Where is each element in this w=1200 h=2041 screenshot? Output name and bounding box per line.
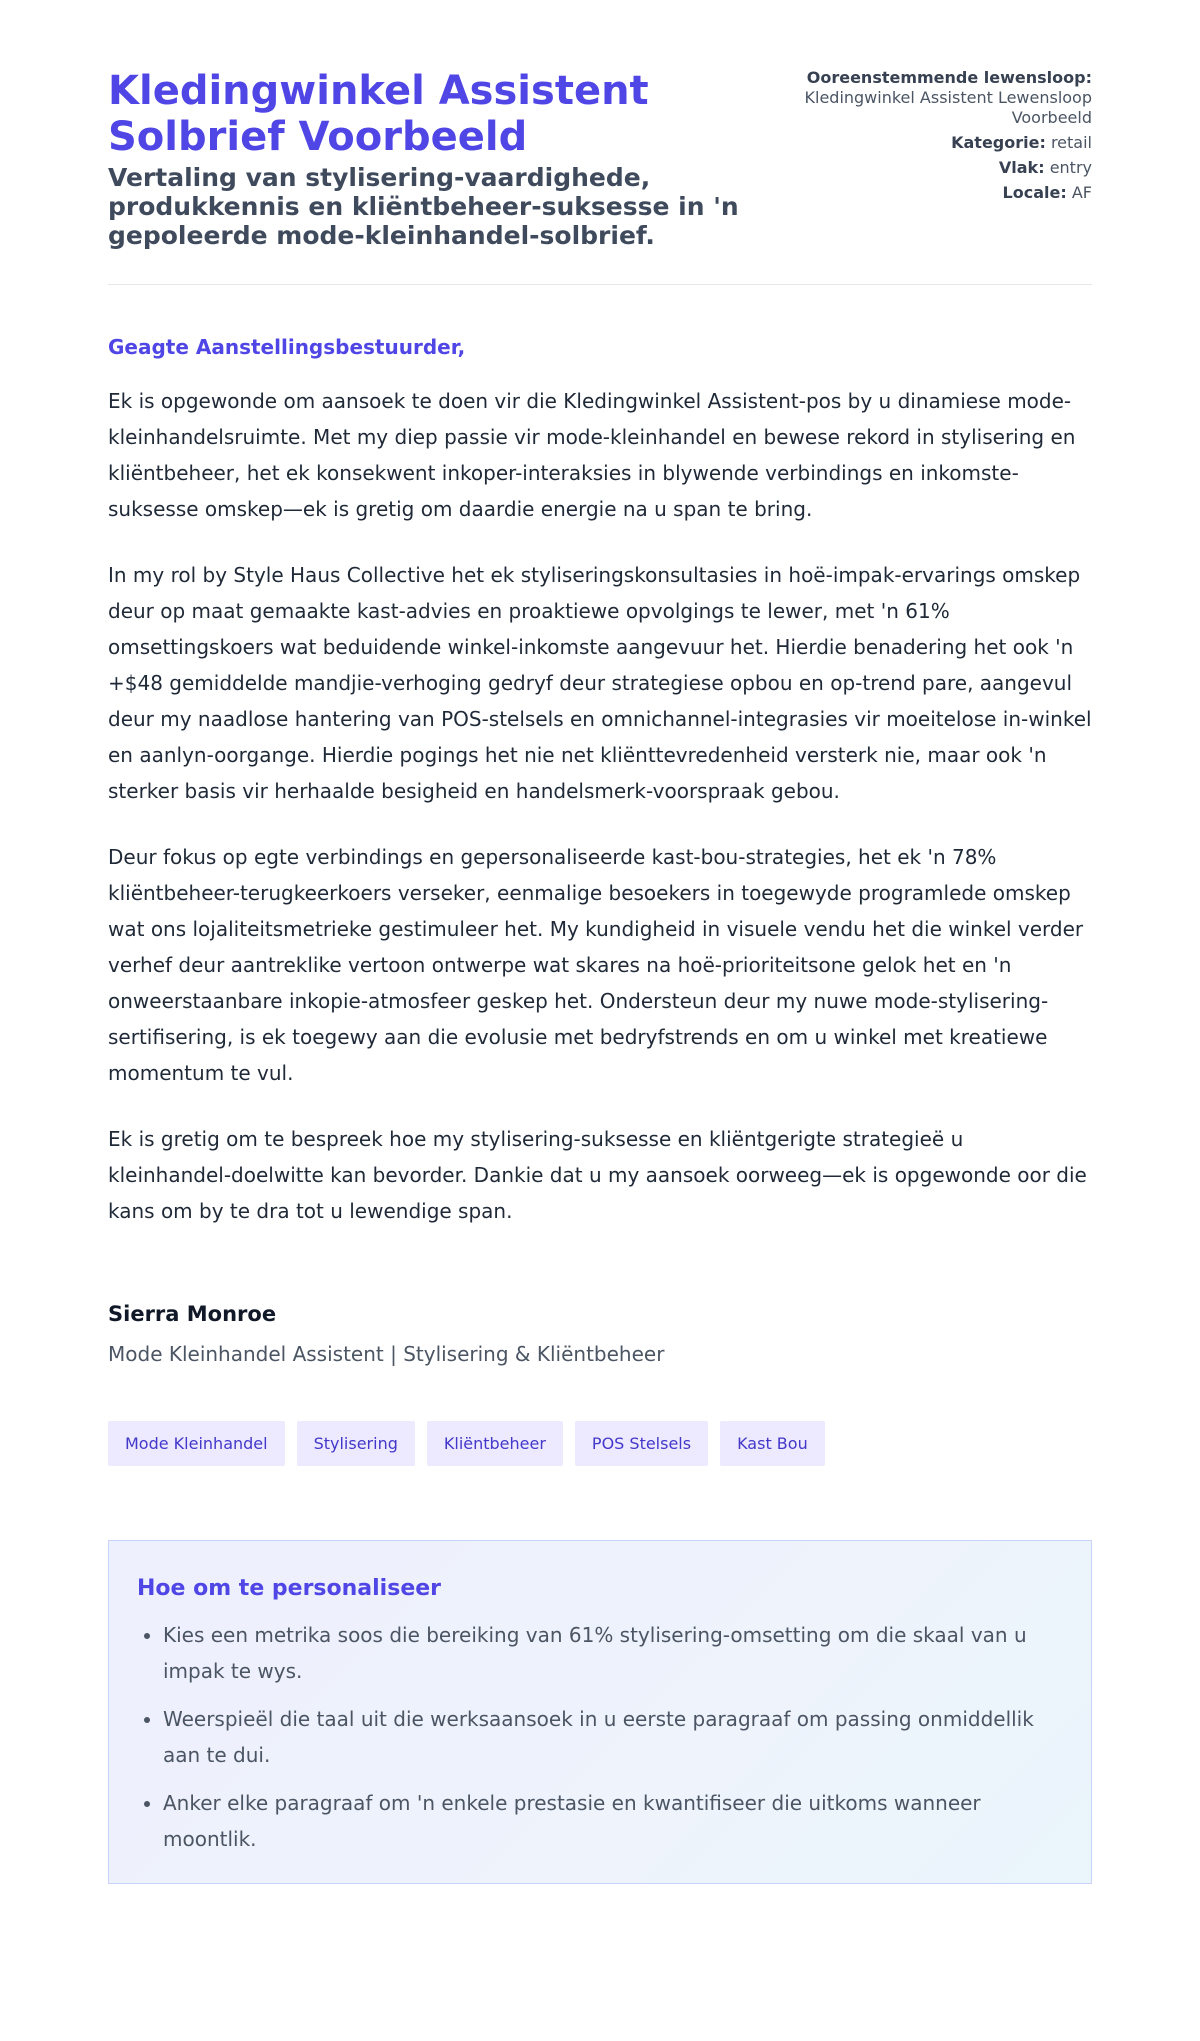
letter-paragraph-3: Deur fokus op egte verbindings en gepersonaliseerde kast-bou-strategies, het ek 'n 78% kliëntbeheer-terugkeerkoers verseker, eenmalige besoekers in toegewyde programlede omskep wat ons lojaliteitsmetrieke gestimuleer het. My kundigheid in visuele vendu het die winkel verder verhef deur aantreklike vertoon ontwerpe wat skares na hoë-prioriteitsone gelok het en 'n onweerstaanbare inkopie-atmosfeer geskep het. Ondersteun deur my nuwe mode-stylisering-sertifisering, is ek toegewy aan die evolusie met bedryfstrends en om u winkel met kreatiewe momentum te vul. (108, 845, 1084, 1085)
tips-title: Hoe om te personaliseer (137, 1576, 442, 1601)
meta-locale (792, 183, 1092, 203)
page-title: Kledingwinkel Assistent Solbrief Voorbeeld (108, 68, 649, 160)
header-titles (108, 68, 768, 250)
tips-list (137, 1617, 1063, 1857)
meta-category-label: Kategorie: (951, 133, 1046, 152)
letter-paragraph-4: Ek is gretig om te bespreek hoe my stylisering-suksesse en kliëntgerigte strategieë u kleinhandel-doelwitte kan bevorder. Dankie dat u my aansoek oorweeg—ek is opgewonde oor die kans om by te dra tot u lewendige span. (108, 1127, 1087, 1223)
skill-tags (108, 1421, 1092, 1466)
letter-salutation: Geagte Aanstellingsbestuurder, (108, 335, 466, 359)
skill-tag: Kast Bou (720, 1421, 825, 1466)
meta-career-label: Ooreenstemmende lewensloop: (806, 68, 1092, 87)
meta-career (792, 68, 1092, 128)
meta-category-value: retail (1050, 133, 1092, 152)
meta-level-label: Vlak: (998, 158, 1045, 177)
meta-level-value: entry (1049, 158, 1092, 177)
signature-title: Mode Kleinhandel Assistent | Stylisering & Kliëntbeheer (108, 1342, 665, 1366)
personalize-tips-box (108, 1540, 1092, 1884)
meta-panel (792, 68, 1092, 208)
meta-category (792, 133, 1092, 153)
meta-locale-label: Locale: (1002, 183, 1067, 202)
tip-item: • Kies een metrika soos die bereiking van 61% stylisering-omsetting om die skaal van u impak te wys. (163, 1617, 1063, 1689)
page-header (108, 68, 1092, 285)
skill-tag: POS Stelsels (575, 1421, 708, 1466)
meta-career-value: Kledingwinkel Assistent Lewensloop Voorbeeld (804, 88, 1092, 127)
tip-item: • Weerspieël die taal uit die werksaansoek in u eerste paragraaf om passing onmiddellik aan te dui. (163, 1701, 1063, 1773)
skill-tag: Kliëntbeheer (427, 1421, 563, 1466)
letter-paragraph-2: In my rol by Style Haus Collective het ek styliseringskonsultasies in hoë-impak-ervarings omskep deur op maat gemaakte kast-advies en proaktiewe opvolgings te lewer, met 'n 61% omsettingskoers wat beduidende winkel-inkomste aangevuur het. Hierdie benadering het ook 'n +$48 gemiddelde mandjie-verhoging gedryf deur strategiese opbou en op-trend pare, aangevul deur my naadlose hantering van POS-stelsels en omnichannel-integrasies vir moeitelose in-winkel en aanlyn-oorgange. Hierdie pogings het nie net kliënttevredenheid versterk nie, maar ook 'n sterker basis vir herhaalde besigheid en handelsmerk-voorspraak gebou. (108, 563, 1092, 803)
page-subtitle: Vertaling van stylisering-vaardighede, produkkennis en kliëntbeheer-suksesse in 'n gepoleerde mode-kleinhandel-solbrief. (108, 163, 739, 250)
skill-tag: Stylisering (297, 1421, 415, 1466)
meta-locale-value: AF (1071, 183, 1092, 202)
letter-paragraph-1: Ek is opgewonde om aansoek te doen vir die Kledingwinkel Assistent-pos by u dinamiese mode-kleinhandelsruimte. Met my diep passie vir mode-kleinhandel en bewese rekord in stylisering en kliëntbeheer, het ek konsekwent inkoper-interaksies in blywende verbindings en inkomste-suksesse omskep—ek is gretig om daardie energie na u span te bring. (108, 389, 1076, 521)
meta-level (792, 158, 1092, 178)
skill-tag: Mode Kleinhandel (108, 1421, 285, 1466)
tip-item: • Anker elke paragraaf om 'n enkele prestasie en kwantifiseer die uitkoms wanneer moontlik. (163, 1785, 1063, 1857)
signature-name: Sierra Monroe (108, 1302, 277, 1326)
